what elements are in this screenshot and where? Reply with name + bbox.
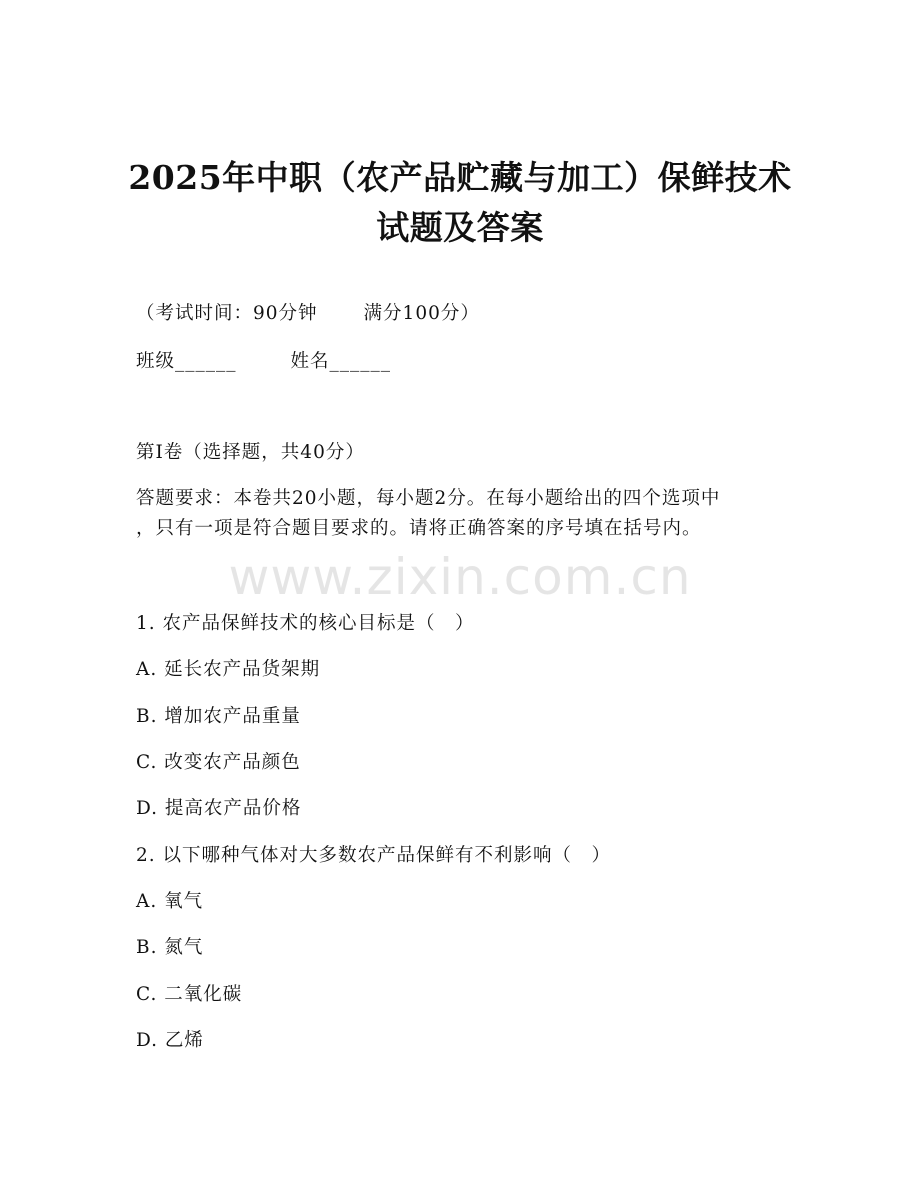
document-title-line2: 试题及答案 xyxy=(376,208,544,247)
question-option: D. 提高农产品价格 xyxy=(136,798,302,819)
question-option: C. 二氧化碳 xyxy=(136,984,243,1005)
instructions-line1: 答题要求：本卷共20小题，每小题2分。在每小题给出的四个选项中 xyxy=(136,488,721,509)
question-stem: 2. 以下哪种气体对大多数农产品保鲜有不利影响（ ） xyxy=(136,845,612,866)
question-option: A. 氧气 xyxy=(136,891,204,912)
student-info xyxy=(136,350,391,374)
instructions-line2: ，只有一项是符合题目要求的。请将正确答案的序号填在括号内。 xyxy=(136,518,702,539)
class-field: 班级______ xyxy=(136,351,237,372)
name-field: 姓名______ xyxy=(290,351,392,372)
question-stem: 1. 农产品保鲜技术的核心目标是（ ） xyxy=(136,613,475,634)
watermark: www.zixin.com.cn xyxy=(228,548,692,606)
question-option: B. 氮气 xyxy=(136,937,204,958)
exam-score: 满分100分） xyxy=(363,303,480,324)
section-heading: 第Ⅰ卷（选择题，共40分） xyxy=(136,442,365,463)
exam-time: （考试时间：90分钟 xyxy=(136,303,318,324)
question-option: A. 延长农产品货架期 xyxy=(136,659,321,680)
question-option: B. 增加农产品重量 xyxy=(136,706,301,727)
question-option: C. 改变农产品颜色 xyxy=(136,752,301,773)
exam-info xyxy=(136,302,480,326)
question-option: D. 乙烯 xyxy=(136,1030,204,1051)
document-title-line1: 2025年中职（农产品贮藏与加工）保鲜技术 xyxy=(128,158,792,197)
